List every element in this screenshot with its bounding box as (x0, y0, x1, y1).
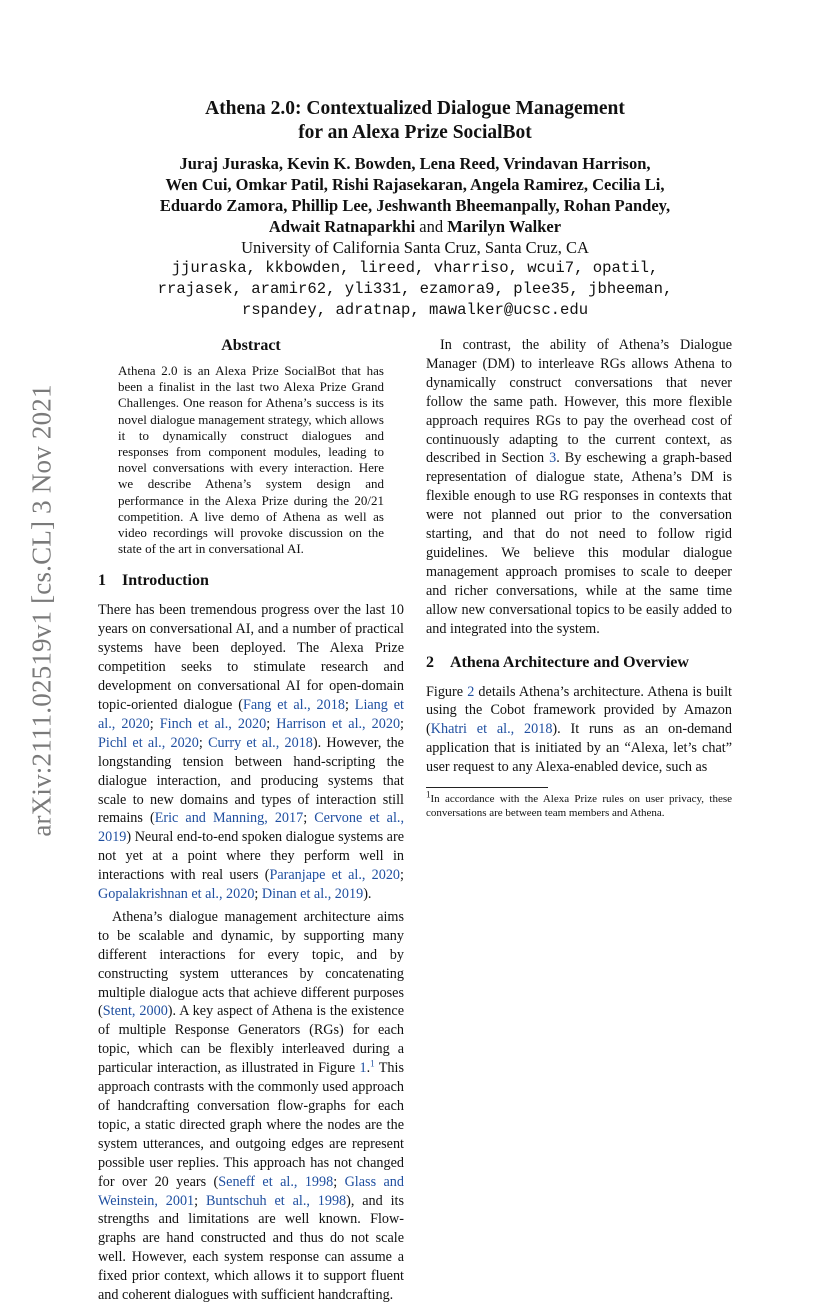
arxiv-identifier: arXiv:2111.02519v1 [cs.CL] 3 Nov 2021 (26, 383, 57, 837)
author-line (100, 216, 730, 237)
abstract-heading: Abstract (221, 337, 281, 354)
citation-link[interactable]: Cervone et al., 2019 (98, 810, 404, 846)
intro-paragraph-1 (98, 601, 404, 904)
citation-link[interactable]: Stent, 2000 (102, 1003, 168, 1020)
citation-link[interactable]: Dinan et al., 2019 (261, 886, 364, 903)
paragraph-text: In contrast, the ability of Athena’s Dialogue Manager (DM) to interleave RGs allows Athena to dynamically construct conversations that never follow the same path. However, this more flexible approach requires RGs to pay the overhead cost of continuously adapting to the current context, as described in Section (426, 337, 732, 467)
paragraph-text: ), and its strengths and limitations are well known. Flow-graphs are hand constructed and thus do not scale well. However, each system response can assume a fixed prior context, which allows it to support fluent and coherent dialogues with sufficient handcrafting. (98, 1192, 404, 1304)
citation-link[interactable]: Fang et al., 2018 (242, 696, 345, 713)
section-reference-link[interactable]: 3 (549, 450, 557, 467)
separator: ; (194, 1192, 206, 1209)
paragraph-text: This approach contrasts with the commonly used approach of handcrafting conversation flow-graphs for each topic, a static directed graph where the nodes are the system utterances, and outgoing edges are represent possible user replies. This approach has not changed for over 20 years ( (98, 1060, 404, 1190)
separator: ; (344, 696, 355, 713)
citation-link[interactable]: Eric and Manning, 2017 (154, 810, 304, 827)
paper-header (100, 97, 730, 321)
section-number: 2 (426, 653, 434, 671)
citation-link[interactable]: Seneff et al., 1998 (218, 1173, 334, 1190)
email-line: rrajasek, aramir62, yli331, ezamora9, plee35, jbheeman, (157, 280, 673, 298)
paragraph-text: ) Neural end-to-end spoken dialogue systems are not yet at a point where they perform well in interactions with real users ( (98, 829, 404, 884)
footnote-marker-link[interactable]: 1 (370, 1058, 375, 1069)
citation-link[interactable]: Khatri et al., 2018 (430, 721, 553, 738)
citation-link[interactable]: Buntschuh et al., 1998 (205, 1192, 347, 1209)
affiliation: University of California Santa Cruz, Santa Cruz, CA (241, 238, 589, 257)
separator: ; (149, 715, 160, 732)
left-column (98, 336, 404, 1305)
right-column (426, 336, 732, 820)
author-name: Marilyn Walker (447, 217, 562, 236)
paragraph-text: ). It runs as an on-demand application that is initiated by an “Alexa, let’s chat” user request to any Alexa-enabled device, such as (426, 721, 732, 776)
paper-title-line-2: for an Alexa Prize SocialBot (298, 122, 532, 143)
footnote (426, 789, 732, 820)
paragraph-text: . By eschewing a graph-based representation of dialogue state, Athena’s DM is flexible enough to use RG responses in contexts that were not planned out prior to the conversation starting, and that do not need to follow rigid guidelines. We believe this modular dialogue management approach promises to scale to deeper and richer conversations, while at the same time allow new conversational topics to be easily added to and integrated into the system. (426, 450, 732, 637)
paragraph-text: Figure (426, 683, 468, 700)
separator: ; (400, 715, 404, 732)
section-heading-introduction (98, 571, 404, 591)
architecture-paragraph-1 (426, 683, 732, 778)
paragraph-text: ). However, the longstanding tension between hand-scripting the dialogue interaction, and producing systems that scale to new domains and types of interaction still remains ( (98, 734, 404, 827)
author-line: Eduardo Zamora, Phillip Lee, Jeshwanth Bheemanpally, Rohan Pandey, (159, 196, 671, 215)
paragraph-text: Athena’s dialogue management architecture aims to be scalable and dynamic, by supporting many different interactions for every topic, and by constructing system utterances by concatenating multiple dialogue acts that achieve different purposes ( (98, 908, 404, 1020)
figure-reference-link[interactable]: 1 (359, 1060, 367, 1077)
separator: ; (333, 1173, 345, 1190)
separator: ; (198, 734, 209, 751)
author-line: Wen Cui, Omkar Patil, Rishi Rajasekaran, Angela Ramirez, Cecilia Li, (165, 175, 665, 194)
arxiv-stamp (20, 360, 64, 860)
citation-link[interactable]: Harrison et al., 2020 (276, 715, 401, 732)
abstract-text: Athena 2.0 is an Alexa Prize SocialBot that has been a finalist in the last two Alexa Prize Grand Challenges. One reason for Athena’s success is its novel dialogue management strategy, which allows it to dynamically construct dialogues and responses from component modules, leading to novel conversations with every interaction. Here we describe Athena’s system design and performance in the Alexa Prize during the 20/21 competition. A live demo of Athena as well as video recordings will provoke discussion on the state of the art in conversational AI. (118, 363, 384, 557)
author-list (100, 153, 730, 237)
footnote-text: In accordance with the Alexa Prize rules on user privacy, these conversations are between team members and Athena. (426, 793, 732, 820)
citation-link[interactable]: Gopalakrishnan et al., 2020 (98, 886, 255, 903)
citation-link[interactable]: Finch et al., 2020 (159, 715, 267, 732)
paragraph-text: There has been tremendous progress over the last 10 years on conversational AI, and a number of practical systems have been deployed. The Alexa Prize competition seeks to stimulate research and development on conversational AI for open-domain topic-oriented dialogue ( (98, 602, 404, 713)
footnote-number: 1 (426, 789, 431, 800)
section-title: Athena Architecture and Overview (450, 653, 689, 671)
author-line: Juraj Juraska, Kevin K. Bowden, Lena Reed, Vrindavan Harrison, (179, 154, 651, 173)
separator: ; (400, 867, 404, 884)
separator: ; (303, 810, 315, 827)
citation-link[interactable]: Pichl et al., 2020 (98, 734, 199, 751)
author-name: Adwait Ratnaparkhi (268, 217, 416, 236)
section-heading-architecture (426, 653, 732, 673)
paragraph-text: ). A key aspect of Athena is the existence of multiple Response Generators (RGs) for each topic, which can be flexibly interleaved during a particular interaction, as illustrated in Figure (98, 1003, 404, 1077)
separator: ; (266, 715, 277, 732)
intro-paragraph-3 (426, 336, 732, 639)
figure-reference-link[interactable]: 2 (467, 683, 475, 700)
citation-link[interactable]: Glass and Weinstein, 2001 (98, 1173, 404, 1209)
email-line: rspandey, adratnap, mawalker@ucsc.edu (241, 301, 589, 319)
paragraph-text: details Athena’s architecture. Athena is built using the Cobot framework provided by Amazon ( (426, 683, 732, 738)
citation-link[interactable]: Liang et al., 2020 (98, 696, 405, 732)
author-conjunction: and (415, 217, 448, 236)
paper-title-line-1: Athena 2.0: Contextualized Dialogue Management (205, 98, 625, 119)
email-list (100, 258, 730, 321)
intro-paragraph-2: Athena’s dialogue management architecture aims to be scalable and dynamic, by supporting many different interactions for every topic, and by constructing system utterances by concatenating multiple dialogue acts that achieve different purposes (Stent, 2000). A key aspect of Athena is the existence of multiple Response Generators (RGs) for each topic, which can be flexibly interleaved during a particular interaction, as illustrated in Figure 1.$^1$ This approach contrasts with the commonly used approach of handcrafting conversation flow-graphs for each topic, a static directed graph where the nodes are the system utterances, and outgoing edges are represent possible user replies. This approach has not changed for over 20 years (Seneff et al., 1998; Glass and Weinstein, 2001; Buntschuh et al., 1998), and its strengths and limitations are well known. Flow-graphs are hand constructed and thus do not scale well. However, each system response can assume a fixed prior context, which allows it to support fluent and coherent dialogues with sufficient handcrafting. (98, 908, 404, 1304)
paragraph-text: ). (363, 886, 372, 903)
footnote-divider (426, 787, 548, 788)
section-title: Introduction (122, 572, 209, 590)
citation-link[interactable]: Curry et al., 2018 (208, 734, 313, 751)
citation-link[interactable]: Paranjape et al., 2020 (269, 867, 401, 884)
section-number: 1 (98, 572, 106, 590)
email-line: jjuraska, kkbowden, lireed, vharriso, wcui7, opatil, (171, 259, 659, 277)
separator: ; (254, 886, 262, 903)
